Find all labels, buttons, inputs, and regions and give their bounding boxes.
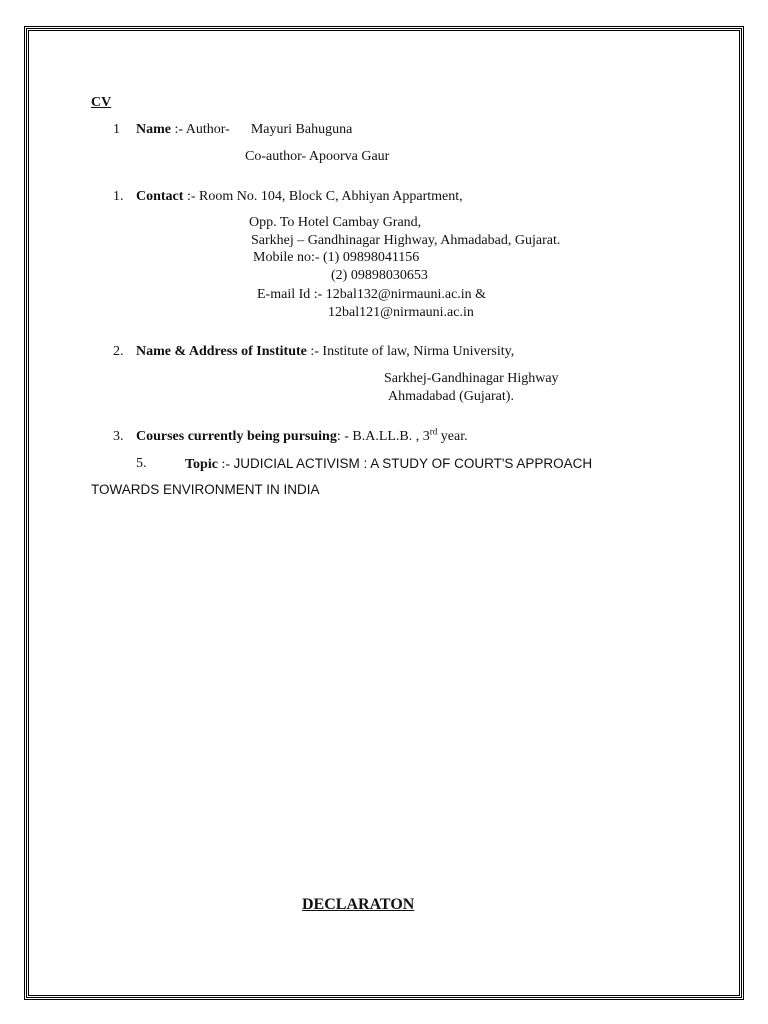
courses-value: : - B.A.LL.B. , 3 — [336, 429, 430, 444]
contact-address-line3: Sarkhej – Gandhinagar Highway, Ahmadabad, Gujarat. — [251, 233, 561, 248]
institute-line3: Ahmadabad (Gujarat). — [388, 389, 514, 404]
name-separator: :- — [171, 122, 186, 137]
topic-line1: JUDICIAL ACTIVISM : A STUDY OF COURT'S APPROACH — [233, 456, 593, 471]
contact-address-line1: :- Room No. 104, Block C, Abhiyan Appartment, — [183, 189, 463, 204]
name-item-number: 1 — [113, 122, 120, 137]
courses-item-number: 3. — [113, 429, 124, 444]
institute-label: Name & Address of Institute — [136, 344, 307, 359]
courses-suffix: year. — [437, 429, 468, 444]
institute-line1: :- Institute of law, Nirma University, — [306, 344, 515, 359]
cv-heading: CV — [91, 95, 112, 110]
topic-line — [185, 456, 592, 473]
institute-line2: Sarkhej-Gandhinagar Highway — [384, 371, 559, 386]
contact-item-number: 1. — [113, 189, 124, 204]
contact-email1: E-mail Id :- 12bal132@nirmauni.ac.in & — [257, 287, 487, 302]
contact-mobile2: (2) 09898030653 — [331, 268, 428, 283]
name-label: Name — [136, 122, 171, 137]
contact-label: Contact — [136, 189, 184, 204]
topic-label: Topic — [185, 457, 218, 472]
declaration-heading: DECLARATON — [302, 896, 415, 913]
contact-mobile1: Mobile no:- (1) 09898041156 — [253, 250, 420, 265]
contact-address-line2: Opp. To Hotel Cambay Grand, — [249, 215, 422, 230]
courses-superscript: rd — [429, 426, 438, 437]
institute-line — [136, 344, 514, 360]
topic-separator: :- — [217, 457, 234, 472]
page-border — [24, 26, 744, 1000]
contact-email2: 12bal121@nirmauni.ac.in — [328, 305, 474, 320]
author-value: Author- Mayuri Bahuguna — [185, 122, 353, 137]
coauthor-value: Co-author- Apoorva Gaur — [245, 149, 390, 164]
topic-item-number: 5. — [136, 456, 147, 471]
name-line — [136, 122, 352, 138]
courses-line — [136, 426, 468, 445]
contact-line — [136, 189, 463, 205]
institute-item-number: 2. — [113, 344, 124, 359]
topic-line2: TOWARDS ENVIRONMENT IN INDIA — [91, 482, 320, 497]
courses-label: Courses currently being pursuing — [136, 429, 337, 444]
